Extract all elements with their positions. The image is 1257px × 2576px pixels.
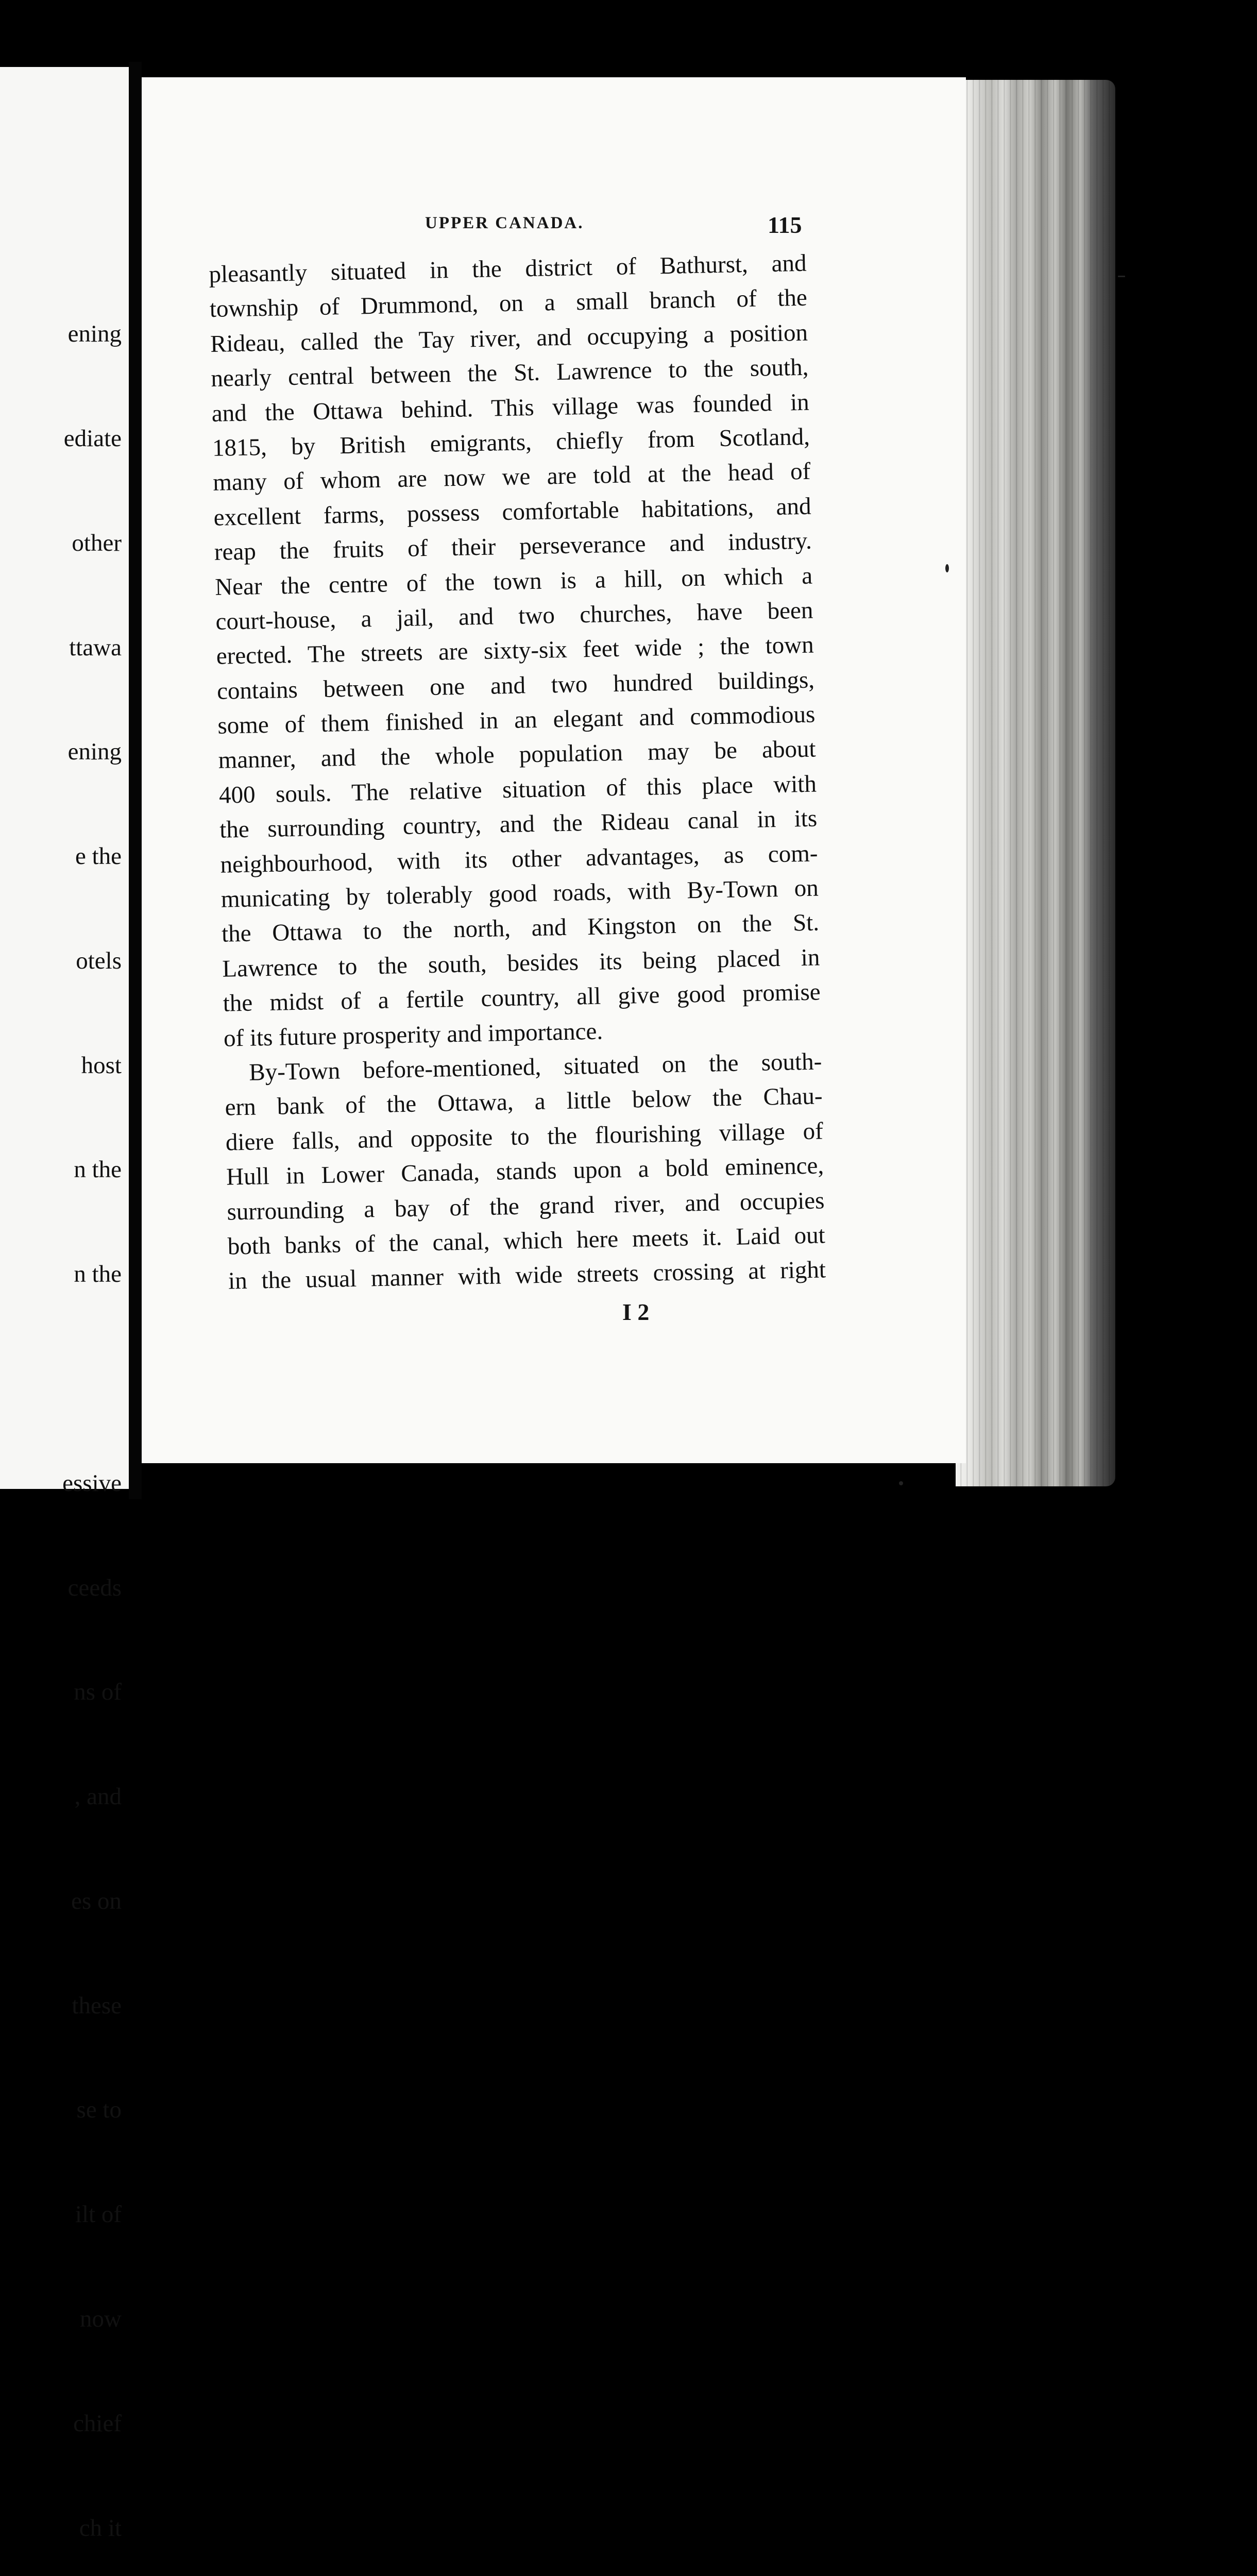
fragment-line: ns of [74, 1679, 122, 1706]
fragment-line: ttawa [69, 634, 122, 661]
signature-mark: I 2 [622, 1299, 650, 1325]
fragment-line: n the [74, 1156, 122, 1183]
fragment-line: ediate [63, 425, 122, 452]
fragment-line: ening [67, 320, 122, 348]
fragment-line: se to [76, 2096, 122, 2124]
facing-page-text-fragments [62, 247, 122, 2576]
ink-speck [1118, 276, 1125, 277]
fragment-line: chief [73, 2410, 122, 2437]
facing-page-left [0, 67, 129, 2541]
fragment-line: es on [71, 1887, 122, 1914]
ink-speck [899, 1481, 903, 1485]
text-line: pleasantly situated in the district of Bathurst, and [209, 249, 807, 288]
text-line: Lawrence to the south, besides its being placed in [222, 944, 820, 982]
text-line: surrounding a bay of the grand river, and occupies [227, 1187, 825, 1226]
book-gutter [129, 62, 142, 1499]
text-line: the surrounding country, and the Rideau canal in its [219, 805, 818, 844]
page-edge-stack [956, 80, 1115, 1486]
text-line: many of whom are now we are told at the head of [212, 457, 811, 497]
fragment-line: e the [75, 843, 122, 870]
text-line: erected. The streets are sixty-six feet wide ; the town [216, 631, 814, 670]
ink-speck [945, 564, 949, 572]
text-line: nearly central between the St. Lawrence to the south, [211, 353, 809, 393]
text-line: 1815, by British emigrants, chiefly from Scotland, [212, 423, 810, 462]
text-line: ern bank of the Ottawa, a little below the Chau- [225, 1082, 823, 1122]
text-line: both banks of the canal, which here meets it. Laid out [227, 1222, 826, 1260]
text-line: manner, and the whole population may be about [218, 736, 817, 774]
text-line: in the usual manner with wide streets crossing at right [228, 1256, 826, 1295]
body-text [209, 246, 826, 1299]
page-edge-lines [956, 80, 1115, 1486]
text-line: neighbourhood, with its other advantages, as com- [220, 840, 818, 878]
fragment-line: , and [74, 1783, 122, 1810]
text-line: reap the fruits of their perseverance and industry. [214, 527, 812, 566]
fragment-line: ening [67, 738, 122, 766]
text-line: of its future prosperity and importance. [223, 1018, 603, 1052]
text-line: 400 souls. The relative situation of this place with [218, 770, 817, 809]
text-line: Hull in Lower Canada, stands upon a bold eminence, [226, 1152, 824, 1191]
fragment-line: essive [62, 1469, 122, 1497]
text-line: and the Ottawa behind. This village was founded in [211, 388, 810, 427]
text-line: township of Drummond, on a small branch of the [209, 284, 808, 323]
text-line: municating by tolerably good roads, with By-Town on [220, 874, 819, 913]
text-line: excellent farms, possess comfortable habitations, and [213, 493, 811, 531]
text-line: contains between one and two hundred buildings, [216, 666, 815, 705]
text-line: court-house, a jail, and two churches, have been [215, 597, 813, 635]
page-number: 115 [768, 212, 802, 238]
text-line: Near the centre of the town is a hill, on which a [214, 562, 813, 601]
fragment-line: n the [74, 1261, 122, 1288]
text-line: By-Town before-mentioned, situated on the south- [248, 1048, 822, 1086]
fragment-line: ilt of [75, 2201, 122, 2228]
text-line: the midst of a fertile country, all give good promise [223, 978, 821, 1017]
fragment-line: now [80, 2306, 122, 2333]
fragment-line: these [72, 1992, 122, 2019]
fragment-line: otels [76, 947, 122, 974]
fragment-line [62, 1362, 122, 1397]
text-line: Rideau, called the Tay river, and occupying a position [210, 319, 808, 358]
fragment-line: ceeds [67, 1574, 122, 1601]
fragment-line: host [81, 1052, 122, 1079]
text-line: diere falls, and opposite to the flourishing village of [225, 1117, 824, 1156]
fragment-line: other [72, 529, 122, 556]
text-line: the Ottawa to the north, and Kingston on the St. [221, 909, 820, 948]
fragment-line: ch it [79, 2514, 122, 2541]
running-head: UPPER CANADA. [425, 214, 584, 232]
text-line: some of them finished in an elegant and commodious [217, 701, 816, 739]
